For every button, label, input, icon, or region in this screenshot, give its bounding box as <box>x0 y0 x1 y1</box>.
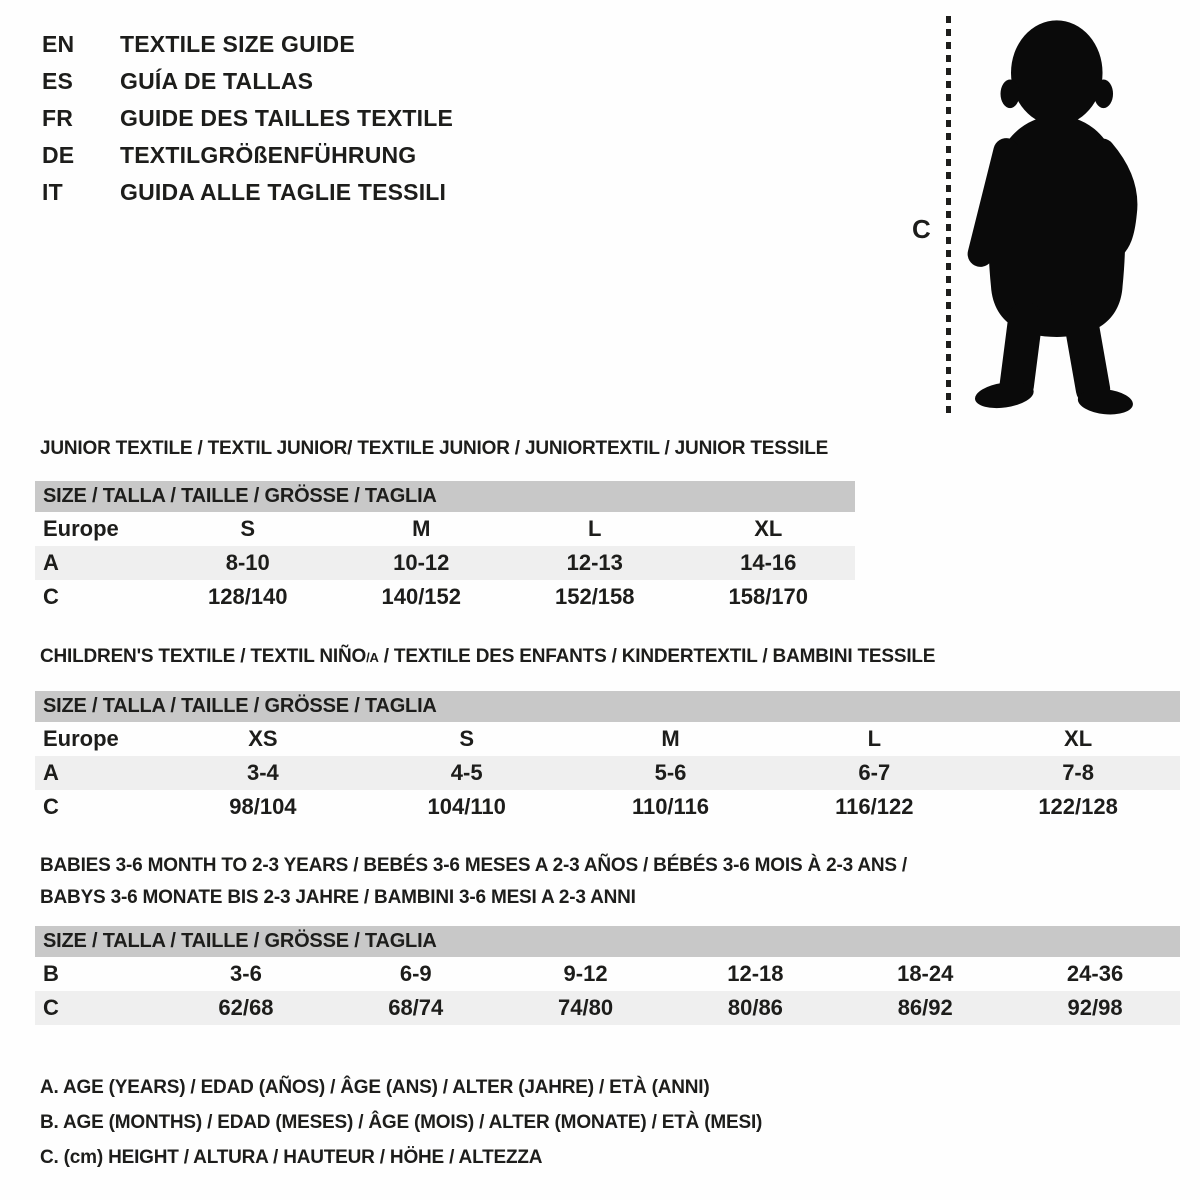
row-label: Europe <box>43 726 119 751</box>
row-label: B <box>43 961 59 986</box>
lang-row-es <box>42 63 453 100</box>
size-header-bar: SIZE / TALLA / TAILLE / GRÖSSE / TAGLIA <box>35 691 1180 722</box>
babies-section-title-line2: BABYS 3-6 MONATE BIS 2-3 JAHRE / BAMBINI 3-6 MESI A 2-3 ANNI <box>40 887 636 908</box>
row-label: C <box>43 584 59 609</box>
table-cell: 98/104 <box>229 794 297 819</box>
table-cell: 74/80 <box>558 995 614 1020</box>
table-row <box>35 957 1180 991</box>
table-cell: XS <box>248 726 278 751</box>
junior-size-table <box>35 481 855 614</box>
toddler-silhouette-icon <box>952 8 1152 418</box>
junior-table-rows <box>35 512 855 614</box>
table-cell: 62/68 <box>218 995 274 1020</box>
legend-age-years: A. AGE (YEARS) / EDAD (AÑOS) / ÂGE (ANS) / ALTER (JAHRE) / ETÀ (ANNI) <box>40 1076 710 1098</box>
children-table-rows <box>35 722 1180 824</box>
table-cell: 86/92 <box>897 995 953 1020</box>
table-cell: 104/110 <box>427 794 506 819</box>
table-cell: 3-4 <box>247 760 279 785</box>
table-cell: 140/152 <box>381 584 462 609</box>
table-cell: 152/158 <box>554 584 635 609</box>
table-cell: 110/116 <box>631 794 710 819</box>
lang-row-de <box>42 137 453 174</box>
lang-row-it <box>42 174 453 211</box>
table-cell: L <box>588 516 602 541</box>
lang-code: EN <box>42 31 75 57</box>
row-label: A <box>43 760 59 785</box>
table-cell: 14-16 <box>740 550 797 575</box>
table-row <box>35 512 855 546</box>
table-cell: 12-18 <box>727 961 784 986</box>
guide-title-es: GUÍA DE TALLAS <box>120 68 314 94</box>
guide-title-fr: GUIDE DES TAILLES TEXTILE <box>120 105 453 131</box>
children-section-title <box>40 646 935 668</box>
row-label: C <box>43 794 59 819</box>
junior-section-title: JUNIOR TEXTILE / TEXTIL JUNIOR/ TEXTILE JUNIOR / JUNIORTEXTIL / JUNIOR TESSILE <box>40 438 829 459</box>
lang-row-fr <box>42 100 453 137</box>
size-header-bar: SIZE / TALLA / TAILLE / GRÖSSE / TAGLIA <box>35 926 1180 957</box>
lang-code: ES <box>42 68 74 94</box>
guide-title-en: TEXTILE SIZE GUIDE <box>120 31 355 57</box>
children-title-prefix: CHILDREN'S TEXTILE / TEXTIL NIÑO <box>40 646 367 667</box>
table-cell: 3-6 <box>230 961 262 986</box>
table-cell: S <box>459 726 475 751</box>
children-size-table <box>35 691 1180 824</box>
guide-title-de: TEXTILGRÖßENFÜHRUNG <box>120 142 417 168</box>
height-measure-label: C <box>912 214 931 244</box>
table-cell: 24-36 <box>1066 961 1124 986</box>
row-label: A <box>43 550 59 575</box>
language-title-list <box>42 26 453 211</box>
table-cell: 8-10 <box>225 550 270 575</box>
table-cell: 9-12 <box>563 961 608 986</box>
measurement-legend <box>40 1070 762 1175</box>
guide-title-it: GUIDA ALLE TAGLIE TESSILI <box>120 179 447 205</box>
table-row <box>35 991 1180 1025</box>
table-cell: 5-6 <box>654 760 687 785</box>
table-cell: 116/122 <box>835 794 914 819</box>
table-row <box>35 580 855 614</box>
table-cell: 6-7 <box>858 760 891 785</box>
table-cell: 128/140 <box>207 584 288 609</box>
children-title-sub: /A <box>366 650 379 665</box>
table-cell: XL <box>1064 726 1093 751</box>
table-row <box>35 546 855 580</box>
table-cell: 6-9 <box>399 961 432 986</box>
table-cell: 7-8 <box>1062 760 1094 785</box>
table-row <box>35 756 1180 790</box>
table-cell: 4-5 <box>450 760 483 785</box>
lang-code: DE <box>42 142 75 168</box>
table-cell: XL <box>754 516 783 541</box>
table-cell: 68/74 <box>388 995 444 1020</box>
table-cell: 92/98 <box>1067 995 1123 1020</box>
table-cell: 12-13 <box>566 550 623 575</box>
babies-section-title-line1: BABIES 3-6 MONTH TO 2-3 YEARS / BEBÉS 3-6 MESES A 2-3 AÑOS / BÉBÉS 3-6 MOIS À 2-3 ANS / <box>40 855 908 876</box>
table-cell: M <box>661 726 680 751</box>
table-row <box>35 722 1180 756</box>
row-label: C <box>43 995 59 1020</box>
lang-row-en <box>42 26 453 63</box>
babies-size-table <box>35 926 1180 1025</box>
height-measure-dashed-line <box>946 16 951 416</box>
legend-age-months: B. AGE (MONTHS) / EDAD (MESES) / ÂGE (MOIS) / ALTER (MONATE) / ETÀ (MESI) <box>40 1111 763 1133</box>
size-header-bar: SIZE / TALLA / TAILLE / GRÖSSE / TAGLIA <box>35 481 855 512</box>
row-label: Europe <box>43 516 119 541</box>
table-cell: 80/86 <box>727 995 783 1020</box>
table-cell: S <box>240 516 256 541</box>
legend-height-cm: C. (cm) HEIGHT / ALTURA / HAUTEUR / HÖHE / ALTEZZA <box>40 1146 543 1168</box>
table-cell: 10-12 <box>393 550 450 575</box>
lang-code: IT <box>42 179 63 205</box>
table-cell: 122/128 <box>1038 794 1118 819</box>
table-cell: L <box>867 726 882 751</box>
table-cell: 18-24 <box>897 961 954 986</box>
table-cell: M <box>412 516 431 541</box>
table-cell: 158/170 <box>728 584 809 609</box>
children-title-suffix: / TEXTILE DES ENFANTS / KINDERTEXTIL / BAMBINI TESSILE <box>378 646 936 667</box>
babies-table-rows <box>35 957 1180 1025</box>
lang-code: FR <box>42 105 74 131</box>
table-row <box>35 790 1180 824</box>
